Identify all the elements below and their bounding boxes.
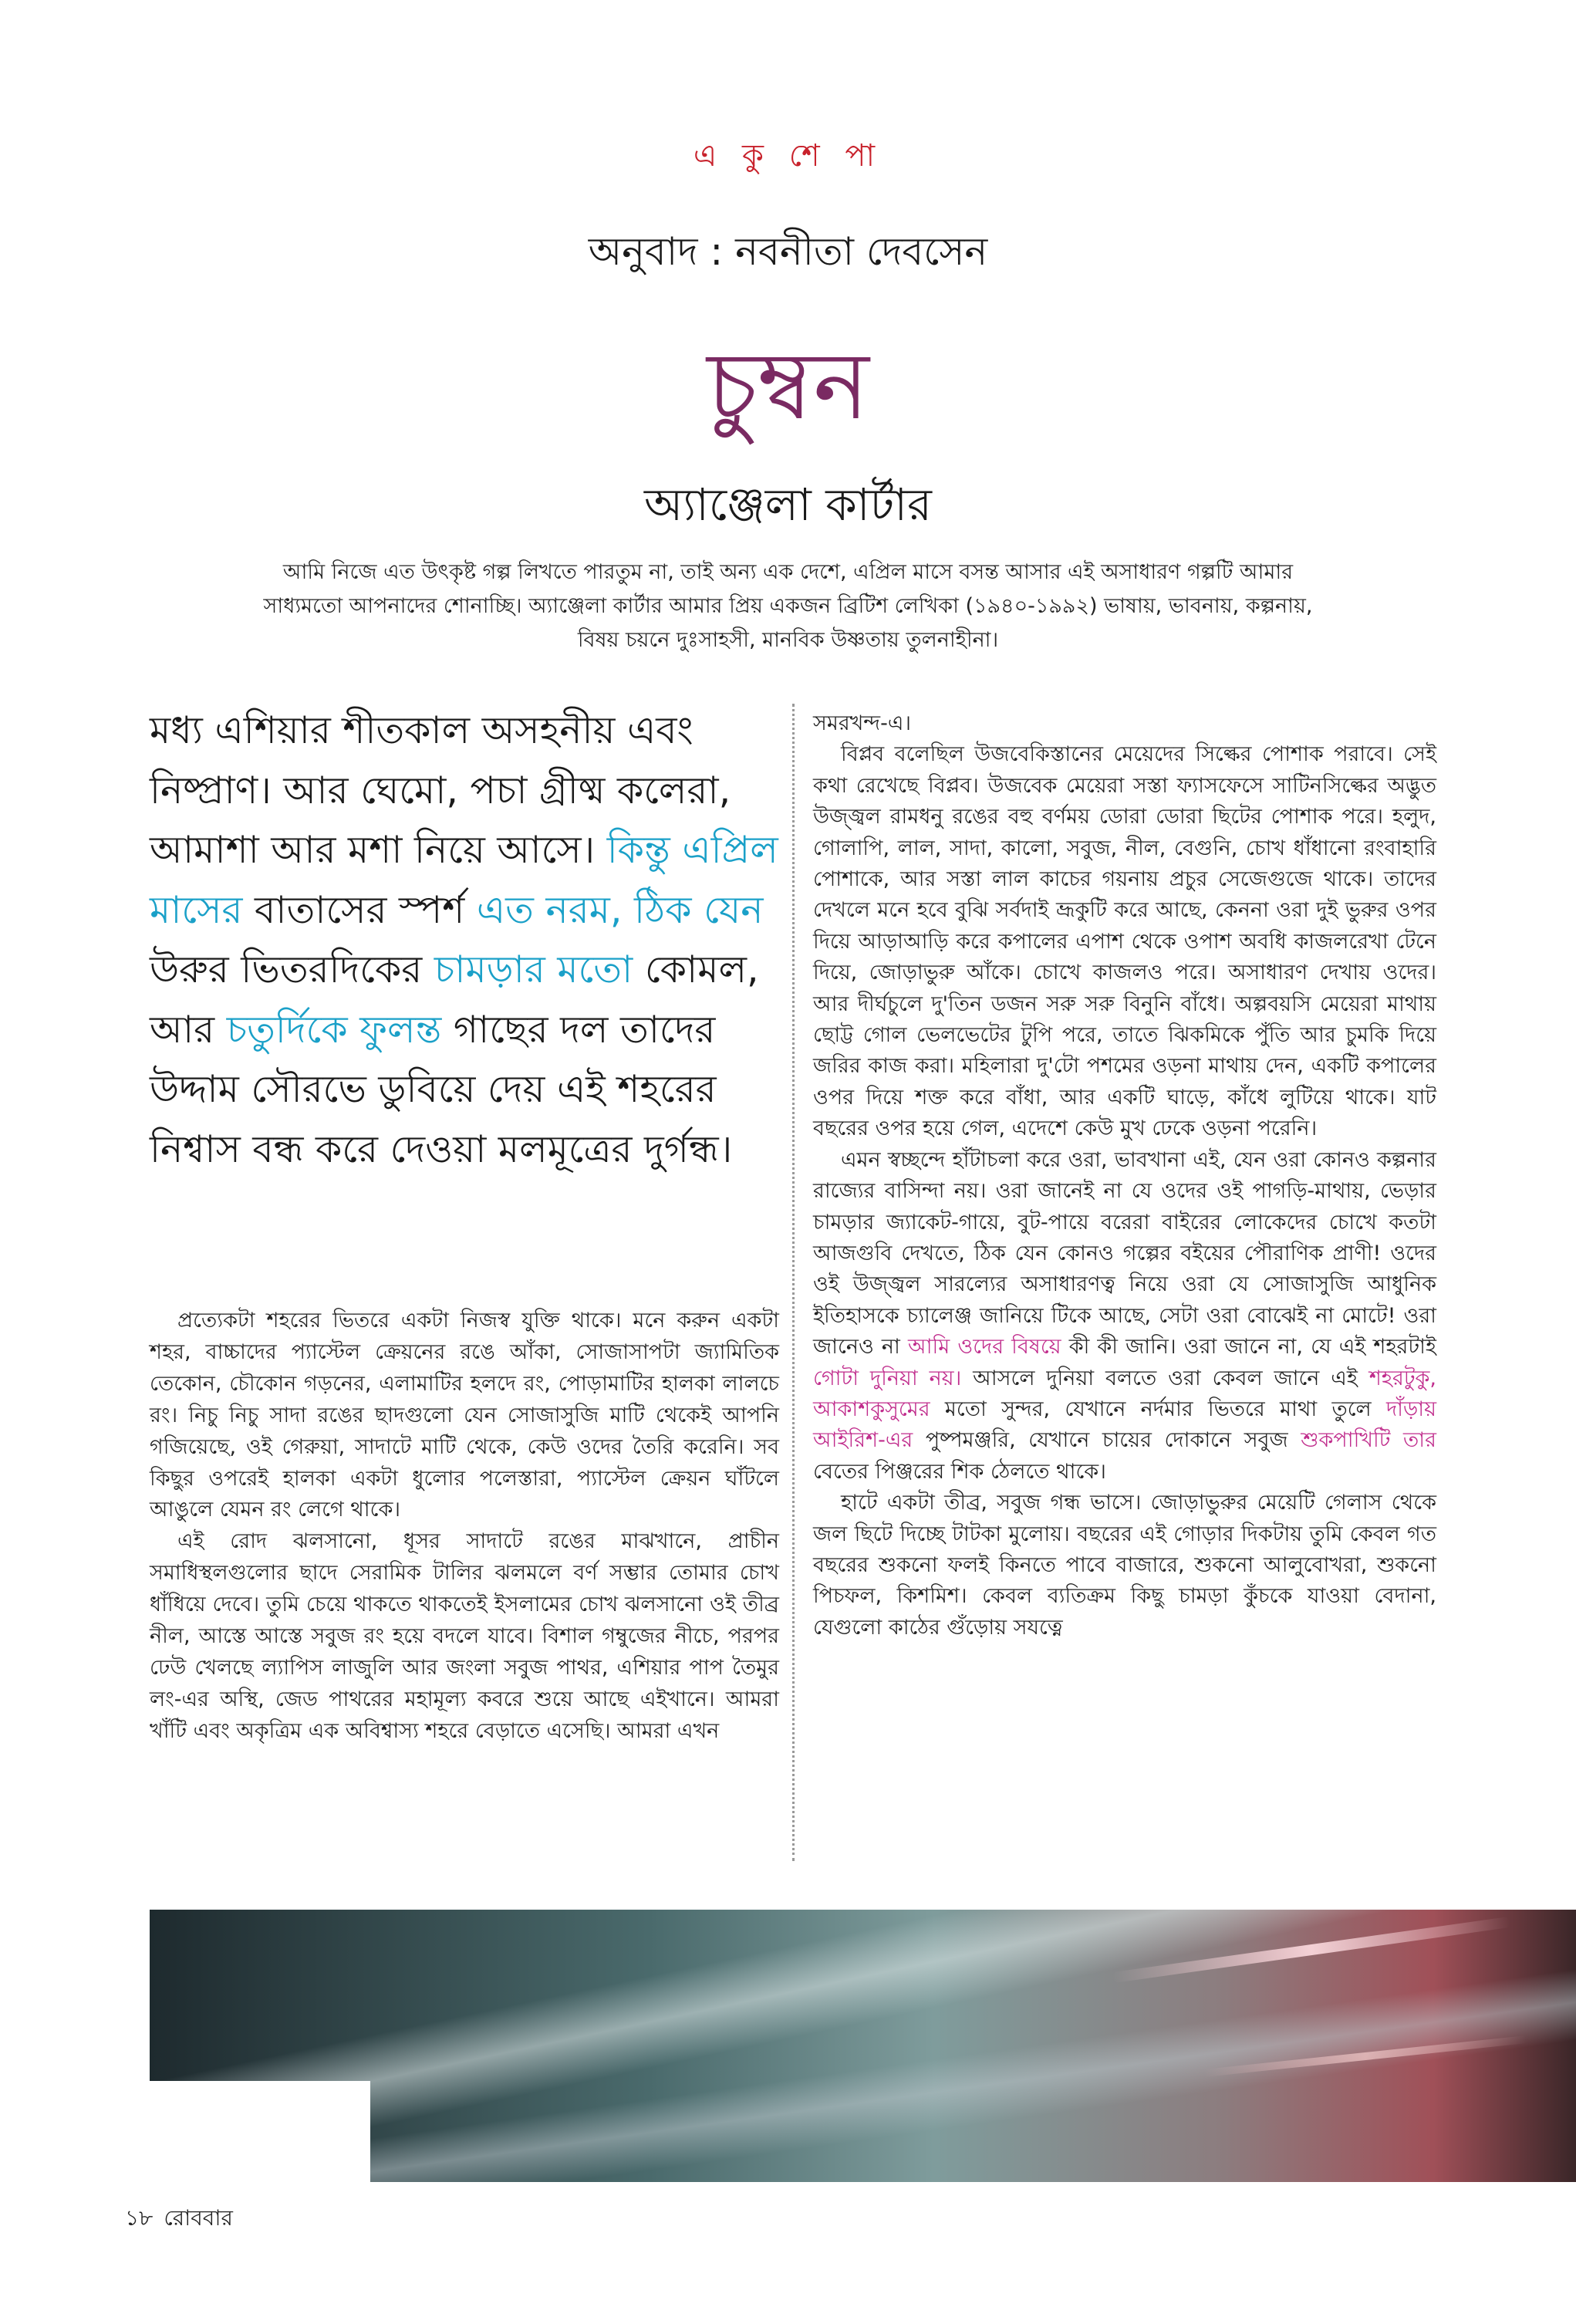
right-column-body bbox=[813, 708, 1436, 1643]
body-text: এমন স্বচ্ছন্দে হাঁটাচলা করে ওরা, ভাবখানা এই, যেন ওরা কোনও কল্পনার রাজ্যের বাসিন্দা নয়। ওরা জানেই না যে ওদের ওই পাগড়ি-মাথায়, ভেড়ার চামড়ার জ্যাকেট-গায়ে, বুট-পায়ে বরেরা বাইরের লোকেদের চোখে কতটা আজগুবি দেখতে, ঠিক যেন কোনও গল্পের বইয়ের পৌরাণিক প্রাণী! ওদের ওই উজ্জ্বল সারল্যের অসাধারণত্ব নিয়ে ওরা যে সোজাসুজি আধুনিক ইতিহাসকে চ্যালেঞ্জ জানিয়ে টিকে আছে, সেটা ওরা বোঝেই না মোটে! ওরা জানেও না bbox=[813, 1147, 1436, 1360]
body-text: কী কী জানি। ওরা জানে না, যে এই শহরটাই bbox=[1068, 1335, 1436, 1360]
magenta-highlight: দাঁড়ায় আইরিশ-এর bbox=[813, 1397, 1436, 1453]
body-paragraph: এই রোদ ঝলসানো, ধূসর সাদাটে রঙের মাঝখানে, প্রাচীন সমাধিস্থলগুলোর ছাদে সেরামিক টালির ঝলমলে বর্ণ সম্ভার তোমার চোখ ধাঁধিয়ে দেবে। তুমি চেয়ে থাকতে থাকতেই ইসলামের চোখ ঝলসানো ওই তীব্র নীল, আস্তে আস্তে সবুজ রং হয়ে বদলে যাবে। বিশাল গম্বুজের নীচে, পরপর ঢেউ খেলছে ল্যাপিস লাজুলি আর জংলা সবুজ পাথর, এশিয়ার পাপ তৈমুর লং-এর অস্থি, জেড পাথরের মহামূল্য কবরে শুয়ে আছে এইখানে। আমরা খাঁটি এবং অকৃত্রিম এক অবিশ্বাস্য শহরে বেড়াতে এসেছি। আমরা এখন bbox=[150, 1529, 779, 1743]
lead-highlight: কিন্তু এপ্রিল মাসের bbox=[150, 828, 778, 932]
lead-text: গাছের দল তাদের উদ্দাম সৌরভে ডুবিয়ে দেয় এই শহরের নিশ্বাস বন্ধ করে দেওয়া মলমূত্রের দুর্গন্ধ। bbox=[150, 1007, 733, 1171]
lead-highlight: চতুর্দিকে ফুলন্ত bbox=[226, 1007, 442, 1052]
lead-highlight: এত নরম, ঠিক যেন bbox=[476, 887, 764, 932]
lead-text: কোমল, আর bbox=[150, 948, 759, 1052]
body-paragraph: প্রত্যেকটা শহরের ভিতরে একটা নিজস্ব যুক্তি থাকে। মনে করুন একটা শহর, বাচ্চাদের প্যাস্টেল ক্রেয়নের রঙে আঁকা, সোজাসাপটা জ্যামিতিক তেকোন, চৌকোন গড়নের, এলামাটির হলদে রং, পোড়ামাটির হালকা লালচে রং। নিচু নিচু সাদা রঙের ছাদগুলো যেন সোজাসুজি মাটি থেকেই আপনি গজিয়েছে, ওই গেরুয়া, সাদাটে মাটি থেকে, কেউ ওদের তৈরি করেনি। সব কিছুর ওপরেই হালকা একটা ধুলোর পলেস্তারা, প্যাস্টেল ক্রেয়ন ঘাঁটলে আঙুলে যেমন রং লেগে থাকে। bbox=[150, 1309, 779, 1522]
body-paragraph bbox=[813, 1145, 1436, 1488]
publication-name: রোববার bbox=[164, 2205, 233, 2231]
lead-text: মধ্য এশিয়ার শীতকাল অসহনীয় এবং নিষ্প্রাণ। আর ঘেমো, পচা গ্রীষ্ম কলেরা, আমাশা আর মশা নিয়ে আসে। bbox=[150, 708, 731, 872]
page-number: ১৮ bbox=[125, 2205, 154, 2231]
lead-text: বাতাসের স্পর্শ bbox=[255, 887, 465, 932]
article-title: চুম্বন bbox=[707, 331, 869, 441]
author-name: অ্যাঞ্জেলা কার্টার bbox=[644, 478, 932, 531]
body-paragraph: সমরখন্দ-এ। bbox=[813, 711, 912, 735]
section-label: এ কু শে পা bbox=[693, 138, 883, 174]
left-column-body bbox=[150, 1306, 779, 1748]
magenta-highlight: আমি ওদের বিষয়ে bbox=[908, 1335, 1061, 1360]
lead-text: উরুর ভিতরদিকের bbox=[150, 948, 423, 991]
body-text: বেতের পিঞ্জরের শিক ঠেলতে থাকে। bbox=[813, 1459, 1106, 1484]
body-paragraph: বিপ্লব বলেছিল উজবেকিস্তানের মেয়েদের সিল্কের পোশাক পরাবে। সেই কথা রেখেছে বিপ্লব। উজবেক মেয়েরা সস্তা ফ্যাসফেসে সাটিনসিল্কের অদ্ভুত উজ্জ্বল রামধনু রঙের বহু বর্ণময় ডোরা ডোরা ছিটের পোশাক পরে। হলুদ, গোলাপি, লাল, সাদা, কালো, সবুজ, নীল, বেগুনি, চোখ ধাঁধানো রংবাহারি পোশাকে, আর সস্তা লাল কাচের গয়নায় প্রচুর সেজেগুজে থাকে। তাদের দেখলে মনে হবে বুঝি সর্বদাই ভ্রূকুটি করে আছে, কেননা ওরা দুই ভুরুর ওপর দিয়ে আড়াআড়ি করে কপালের এপাশ থেকে ওপাশ অবধি কাজলরেখা টেনে দিয়ে, জোড়াভুরু আঁকে। চোখে কাজলও পরে। অসাধারণ দেখায় ওদের। আর দীর্ঘচুলে দু'তিন ডজন সরু সরু বিনুনি বাঁধে। অল্পবয়সি মেয়েরা মাথায় ছোট্ট গোল ভেলভেটের টুপি পরে, তাতে ঝিকমিকে পুঁতি আর চুমকি দিয়ে জরির কাজ করা। মহিলারা দু'টো পশমের ওড়না মাথায় দেন, একটি কপালের ওপর দিয়ে শক্ত করে বাঁধা, আর একটি ঘাড়ে, কাঁধে লুটিয়ে থাকে। যাট বছরের ওপর হয়ে গেল, এদেশে কেউ মুখ ঢেকে ওড়না পরেনি। bbox=[813, 742, 1436, 1141]
page-footer bbox=[125, 2203, 244, 2234]
body-paragraph: হাটে একটা তীব্র, সবুজ গন্ধ ভাসে। জোড়াভুরুর মেয়েটি গেলাস থেকে জল ছিটে দিচ্ছে টাটকা মুলোয়। বছরের এই গোড়ার দিকটায় তুমি কেবল গত বছরের শুকনো ফলই কিনতে পাবে বাজারে, শুকনো আলুবোখরা, শুকনো পিচফল, কিশমিশ। কেবল ব্যতিক্রম কিছু চামড়া কুঁচকে যাওয়া বেদানা, যেগুলো কাঠের গুঁড়োয় সযত্নে bbox=[813, 1491, 1436, 1640]
column-divider bbox=[792, 704, 795, 1861]
intro-paragraph: আমি নিজে এত উৎকৃষ্ট গল্প লিখতে পারতুম না, তাই অন্য এক দেশে, এপ্রিল মাসে বসন্ত আসার এই অসাধারণ গল্পটি আমার সাধ্যমতো আপনাদের শোনাচ্ছি। অ্যাঞ্জেলা কার্টার আমার প্রিয় একজন ব্রিটিশ লেখিকা (১৯৪০-১৯৯২) ভাষায়, ভাবনায়, কল্পনায়, বিষয় চয়নে দুঃসাহসী, মানবিক উষ্ণতায় তুলনাহীনা। bbox=[263, 560, 1313, 652]
magenta-highlight: গোটা দুনিয়া নয়। bbox=[813, 1366, 962, 1390]
lead-paragraph bbox=[150, 701, 782, 1179]
body-text: আসলে দুনিয়া বলতে ওরা কেবল জানে এই bbox=[973, 1366, 1358, 1390]
photo-notch bbox=[150, 2081, 370, 2185]
magenta-highlight: শুকপাখিটি তার bbox=[1301, 1428, 1436, 1453]
body-text: পুষ্পমঞ্জরি, যেখানে চায়ের দোকানে সবুজ bbox=[925, 1428, 1288, 1453]
translator-credit: অনুবাদ : নবনীতা দেবসেন bbox=[588, 229, 988, 274]
magenta-highlight: শহরটুকু, আকাশকুসুমের bbox=[813, 1366, 1437, 1421]
body-text: মতো সুন্দর, যেখানে নর্দমার ভিতরে মাথা তুলে bbox=[944, 1397, 1372, 1421]
lead-highlight: চামড়ার মতো bbox=[434, 948, 633, 991]
